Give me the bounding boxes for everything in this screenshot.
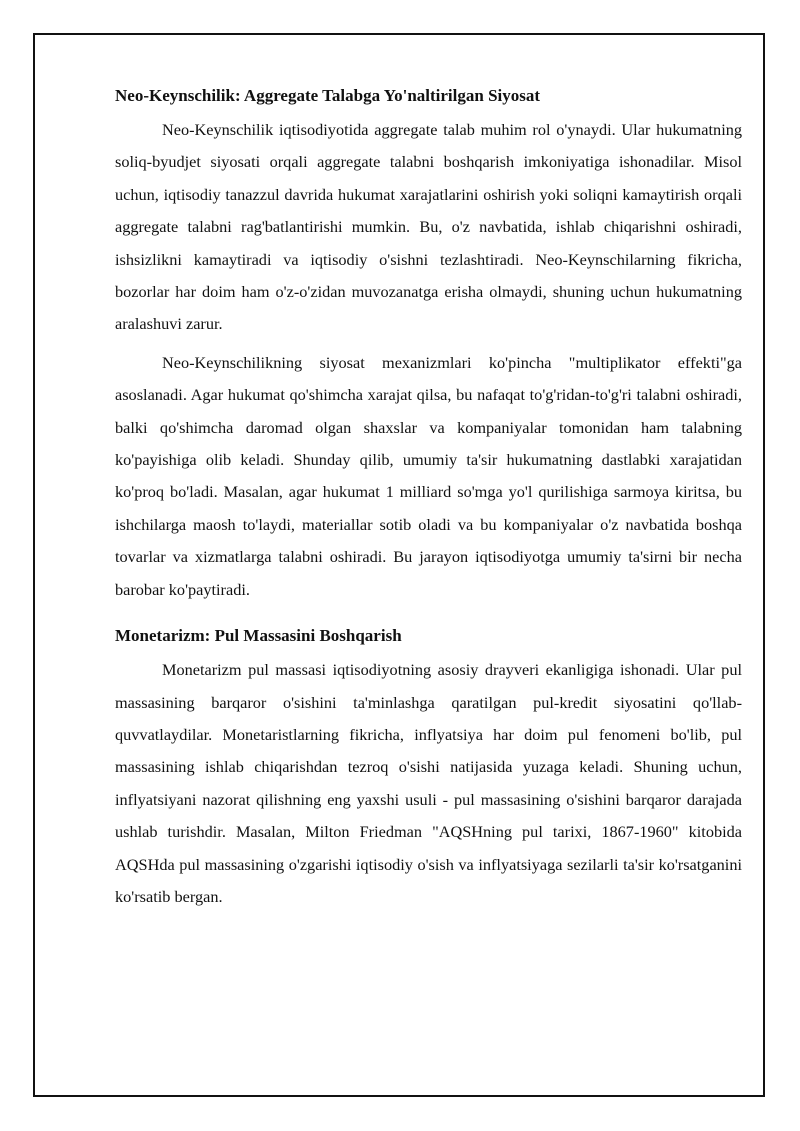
paragraph-multiplier-effect: Neo-Keynschilikning siyosat mexanizmlari ko'pincha "multiplikator effekti"ga asoslanadi. Agar hukumat qo'shimcha xarajat qilsa, bu nafaqat to'g'ridan-to'g'ri talabni oshiradi, balki qo'shimcha daromad olgan shaxslar va kompaniyalar tomonidan ham talabning ko'payishiga olib keladi. Shunday qilib, umumiy ta'sir hukumatning dastlabki xarajatidan ko'proq bo'ladi. Masalan, agar hukumat 1 milliard so'mga yo'l qurilishiga sarmoya kiritsa, bu ishchilarga maosh to'laydi, materiallar sotib oladi va bu kompaniyalar o'z navbatida boshqa tovarlar va xizmatlarga talabni oshiradi. Bu jarayon iqtisodiyotga umumiy ta'sirni bir necha barobar ko'paytiradi. [115, 352, 742, 599]
paragraph-monetarism-money-supply: Monetarizm pul massasi iqtisodiyotning asosiy drayveri ekanligiga ishonadi. Ular pul massasining barqaror o'sishini ta'minlashga qaratilgan pul-kredit siyosatini qo'llab-quvvatlaydilar. Monetaristlarning fikricha, inflyatsiya har doim pul fenomeni bo'lib, pul massasining ishlab chiqarishdan tezroq o'sishi natijasida yuzaga keladi. Shuning uchun, inflyatsiyani nazorat qilishning eng yaxshi usuli - pul massasining o'sishini barqaror darajada ushlab turishdir. Masalan, Milton Friedman "AQSHning pul tarixi, 1867-1960" kitobida AQSHda pul massasining o'zgarishi iqtisodiy o'sish va inflyatsiyaga sezilarli ta'sir ko'rsatganini ko'rsatib bergan. [115, 660, 742, 906]
section-heading-neo-keynesianism: Neo-Keynschilik: Aggregate Talabga Yo'naltirilgan Siyosat [115, 86, 541, 105]
paragraph-neo-keynesian-aggregate-demand: Neo-Keynschilik iqtisodiyotida aggregate talab muhim rol o'ynaydi. Ular hukumatning soliq-byudjet siyosati orqali aggregate talabni boshqarish imkoniyatiga ishonadilar. Misol uchun, iqtisodiy tanazzul davrida hukumat xarajatlarini oshirish yoki soliqni kamaytirish orqali aggregate talabni rag'batlantirishi mumkin. Bu, o'z navbatida, ishlab chiqarishni oshiradi, ishsizlikni kamaytiradi va iqtisodiy o'sishni tezlashtiradi. Neo-Keynschilarning fikricha, bozorlar har doim ham o'z-o'zidan muvozanatga erisha olmaydi, shuning uchun hukumatning aralashuvi zarur. [115, 120, 742, 334]
section-heading-monetarism: Monetarizm: Pul Massasini Boshqarish [115, 626, 402, 646]
document-body [115, 84, 742, 919]
